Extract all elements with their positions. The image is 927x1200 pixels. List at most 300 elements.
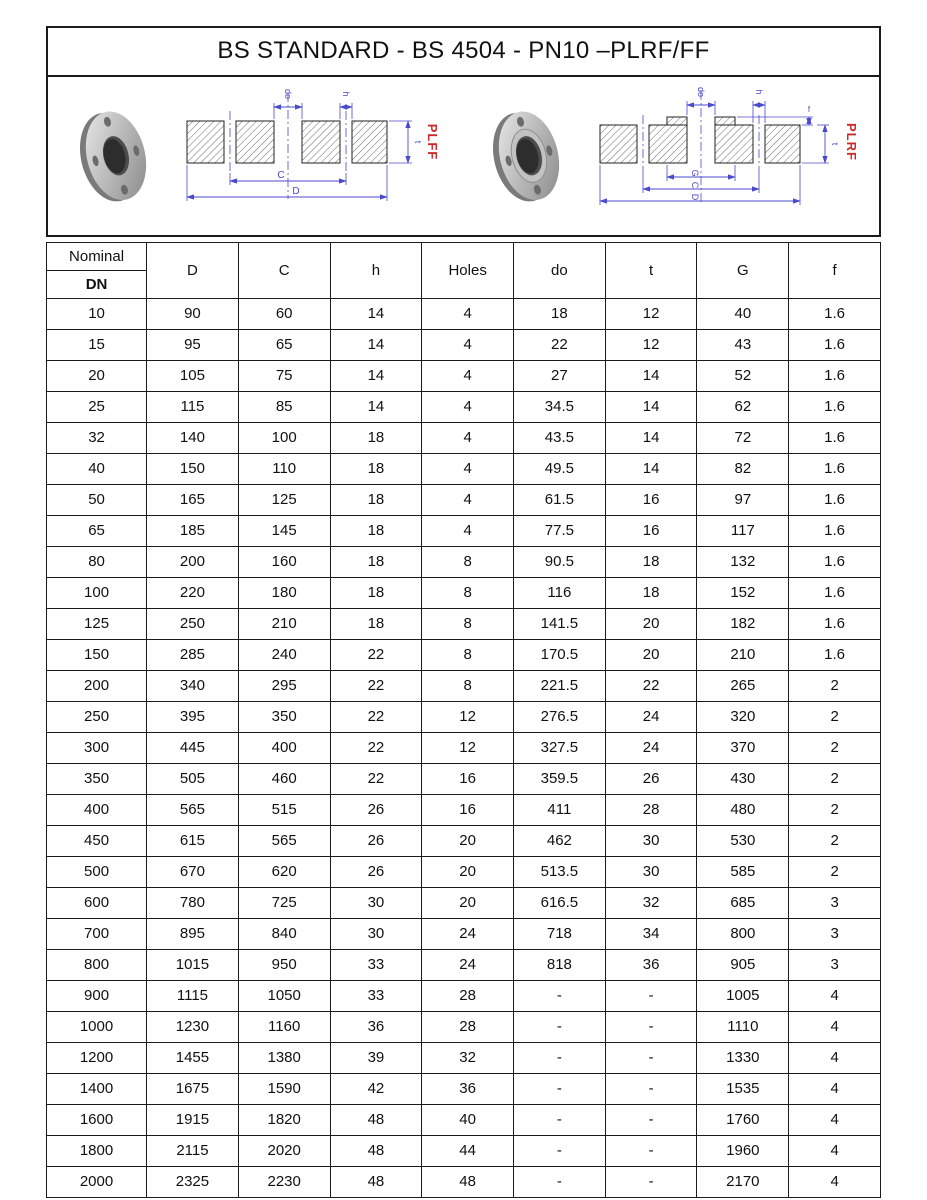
dim-label-d: D bbox=[292, 186, 300, 197]
table-cell: 18 bbox=[330, 516, 422, 547]
table-cell: 800 bbox=[47, 950, 147, 981]
page-title: BS STANDARD - BS 4504 - PN10 –PLRF/FF bbox=[46, 26, 881, 77]
table-cell: 16 bbox=[605, 516, 697, 547]
table-cell: 276.5 bbox=[514, 702, 606, 733]
table-cell: 61.5 bbox=[514, 485, 606, 516]
table-cell: 20 bbox=[422, 888, 514, 919]
table-row bbox=[47, 702, 881, 733]
table-cell: 1820 bbox=[238, 1105, 330, 1136]
table-cell: 24 bbox=[422, 919, 514, 950]
table-cell: 14 bbox=[330, 392, 422, 423]
table-cell: 116 bbox=[514, 578, 606, 609]
table-cell: 77.5 bbox=[514, 516, 606, 547]
table-cell: 800 bbox=[697, 919, 789, 950]
table-cell: 818 bbox=[514, 950, 606, 981]
table-cell: 4 bbox=[422, 423, 514, 454]
table-cell: 445 bbox=[147, 733, 239, 764]
table-cell: 905 bbox=[697, 950, 789, 981]
table-cell: 14 bbox=[605, 423, 697, 454]
table-cell: 14 bbox=[330, 330, 422, 361]
table-cell: 43 bbox=[697, 330, 789, 361]
table-cell: 12 bbox=[422, 733, 514, 764]
diagram-plff bbox=[48, 77, 464, 235]
table-cell: 1800 bbox=[47, 1136, 147, 1167]
table-cell: 22 bbox=[330, 733, 422, 764]
table-cell: 24 bbox=[422, 950, 514, 981]
table-cell: 1115 bbox=[147, 981, 239, 1012]
table-cell: 718 bbox=[514, 919, 606, 950]
table-cell: 65 bbox=[47, 516, 147, 547]
flange-drawing-plrf bbox=[575, 81, 860, 231]
table-cell: 1110 bbox=[697, 1012, 789, 1043]
table-cell: 295 bbox=[238, 671, 330, 702]
header-col-do: do bbox=[514, 243, 606, 299]
table-cell: 14 bbox=[330, 361, 422, 392]
table-cell: 97 bbox=[697, 485, 789, 516]
table-cell: 182 bbox=[697, 609, 789, 640]
table-row bbox=[47, 981, 881, 1012]
table-cell: 200 bbox=[147, 547, 239, 578]
table-cell: 200 bbox=[47, 671, 147, 702]
table-cell: 620 bbox=[238, 857, 330, 888]
table-cell: 1.6 bbox=[789, 299, 881, 330]
table-cell: 2 bbox=[789, 857, 881, 888]
header-nominal: Nominal bbox=[47, 243, 147, 271]
table-row bbox=[47, 950, 881, 981]
table-cell: 22 bbox=[605, 671, 697, 702]
dim-label-h: h bbox=[340, 91, 351, 97]
table-cell: 150 bbox=[47, 640, 147, 671]
table-row bbox=[47, 330, 881, 361]
table-row bbox=[47, 1136, 881, 1167]
table-cell: - bbox=[514, 1043, 606, 1074]
table-cell: 28 bbox=[422, 1012, 514, 1043]
table-cell: 95 bbox=[147, 330, 239, 361]
table-row bbox=[47, 1167, 881, 1198]
dim-label-g: G bbox=[689, 169, 700, 177]
table-cell: 2170 bbox=[697, 1167, 789, 1198]
table-cell: 1015 bbox=[147, 950, 239, 981]
table-cell: 14 bbox=[330, 299, 422, 330]
table-cell: 370 bbox=[697, 733, 789, 764]
table-cell: 20 bbox=[422, 857, 514, 888]
table-cell: 50 bbox=[47, 485, 147, 516]
table-cell: 1590 bbox=[238, 1074, 330, 1105]
table-cell: 1.6 bbox=[789, 578, 881, 609]
table-cell: 8 bbox=[422, 609, 514, 640]
table-cell: 48 bbox=[330, 1105, 422, 1136]
table-cell: 22 bbox=[330, 671, 422, 702]
table-cell: 117 bbox=[697, 516, 789, 547]
table-cell: 33 bbox=[330, 950, 422, 981]
table-cell: 1380 bbox=[238, 1043, 330, 1074]
table-cell: 20 bbox=[605, 640, 697, 671]
table-cell: 90 bbox=[147, 299, 239, 330]
table-cell: 36 bbox=[330, 1012, 422, 1043]
table-cell: - bbox=[514, 1136, 606, 1167]
table-cell: 40 bbox=[422, 1105, 514, 1136]
table-cell: 26 bbox=[605, 764, 697, 795]
table-cell: 450 bbox=[47, 826, 147, 857]
table-cell: 1915 bbox=[147, 1105, 239, 1136]
table-cell: 350 bbox=[47, 764, 147, 795]
table-cell: 36 bbox=[422, 1074, 514, 1105]
table-cell: 4 bbox=[789, 981, 881, 1012]
table-cell: 20 bbox=[605, 609, 697, 640]
table-cell: 27 bbox=[514, 361, 606, 392]
dim-label-t: t bbox=[829, 142, 840, 146]
table-cell: 221.5 bbox=[514, 671, 606, 702]
table-cell: 2 bbox=[789, 764, 881, 795]
table-cell: 220 bbox=[147, 578, 239, 609]
table-cell: - bbox=[605, 981, 697, 1012]
table-cell: - bbox=[605, 1074, 697, 1105]
table-cell: 1160 bbox=[238, 1012, 330, 1043]
table-cell: 125 bbox=[47, 609, 147, 640]
table-cell: 2325 bbox=[147, 1167, 239, 1198]
table-body bbox=[47, 299, 881, 1198]
table-cell: 1760 bbox=[697, 1105, 789, 1136]
table-cell: 4 bbox=[422, 516, 514, 547]
header-col-f: f bbox=[789, 243, 881, 299]
table-cell: 1.6 bbox=[789, 485, 881, 516]
table-cell: 10 bbox=[47, 299, 147, 330]
table-cell: 12 bbox=[422, 702, 514, 733]
table-cell: 62 bbox=[697, 392, 789, 423]
table-cell: 115 bbox=[147, 392, 239, 423]
type-label-plrf: PLRF bbox=[843, 123, 859, 161]
table-cell: 12 bbox=[605, 299, 697, 330]
table-cell: 20 bbox=[47, 361, 147, 392]
table-cell: 2230 bbox=[238, 1167, 330, 1198]
table-cell: 15 bbox=[47, 330, 147, 361]
table-cell: 30 bbox=[330, 888, 422, 919]
table-row bbox=[47, 609, 881, 640]
table-cell: 515 bbox=[238, 795, 330, 826]
table-row bbox=[47, 454, 881, 485]
table-cell: 40 bbox=[47, 454, 147, 485]
table-cell: 32 bbox=[422, 1043, 514, 1074]
table-cell: 1050 bbox=[238, 981, 330, 1012]
table-cell: 8 bbox=[422, 640, 514, 671]
header-col-d: D bbox=[147, 243, 239, 299]
table-cell: 685 bbox=[697, 888, 789, 919]
table-cell: 1.6 bbox=[789, 423, 881, 454]
table-cell: 8 bbox=[422, 547, 514, 578]
table-cell: 24 bbox=[605, 733, 697, 764]
table-cell: 39 bbox=[330, 1043, 422, 1074]
table-cell: 565 bbox=[238, 826, 330, 857]
table-cell: 30 bbox=[605, 826, 697, 857]
table-cell: 1.6 bbox=[789, 640, 881, 671]
table-cell: 500 bbox=[47, 857, 147, 888]
table-cell: 24 bbox=[605, 702, 697, 733]
table-cell: - bbox=[514, 1012, 606, 1043]
table-cell: 1675 bbox=[147, 1074, 239, 1105]
table-cell: 75 bbox=[238, 361, 330, 392]
table-cell: 170.5 bbox=[514, 640, 606, 671]
dim-label-f: f bbox=[807, 105, 810, 114]
table-cell: 895 bbox=[147, 919, 239, 950]
table-cell: 395 bbox=[147, 702, 239, 733]
header-col-c: C bbox=[238, 243, 330, 299]
table-cell: 30 bbox=[605, 857, 697, 888]
table-row bbox=[47, 423, 881, 454]
table-cell: 100 bbox=[47, 578, 147, 609]
flange-photo bbox=[483, 95, 573, 217]
table-cell: 1.6 bbox=[789, 392, 881, 423]
table-cell: 34.5 bbox=[514, 392, 606, 423]
table-cell: 400 bbox=[47, 795, 147, 826]
table-cell: 140 bbox=[147, 423, 239, 454]
table-cell: 18 bbox=[605, 578, 697, 609]
dimension-table bbox=[46, 242, 881, 1198]
table-cell: 430 bbox=[697, 764, 789, 795]
table-row bbox=[47, 392, 881, 423]
table-row bbox=[47, 919, 881, 950]
dim-label-c: C bbox=[689, 181, 700, 189]
header-dn: DN bbox=[47, 271, 147, 299]
table-cell: 4 bbox=[422, 454, 514, 485]
table-cell: 28 bbox=[605, 795, 697, 826]
table-cell: 4 bbox=[422, 361, 514, 392]
header-col-g: G bbox=[697, 243, 789, 299]
table-cell: 780 bbox=[147, 888, 239, 919]
header-col-h: h bbox=[330, 243, 422, 299]
table-cell: 33 bbox=[330, 981, 422, 1012]
table-cell: 460 bbox=[238, 764, 330, 795]
dim-label-h: h bbox=[753, 89, 764, 95]
table-cell: 340 bbox=[147, 671, 239, 702]
table-cell: 4 bbox=[422, 330, 514, 361]
table-cell: 1000 bbox=[47, 1012, 147, 1043]
table-cell: 240 bbox=[238, 640, 330, 671]
table-cell: 141.5 bbox=[514, 609, 606, 640]
table-cell: 2020 bbox=[238, 1136, 330, 1167]
header-col-t: t bbox=[605, 243, 697, 299]
table-cell: 2 bbox=[789, 733, 881, 764]
type-label-plff: PLFF bbox=[424, 123, 440, 161]
table-cell: 100 bbox=[238, 423, 330, 454]
table-cell: 327.5 bbox=[514, 733, 606, 764]
table-cell: 3 bbox=[789, 950, 881, 981]
table-cell: - bbox=[605, 1043, 697, 1074]
table-cell: 359.5 bbox=[514, 764, 606, 795]
table-cell: 49.5 bbox=[514, 454, 606, 485]
table-cell: 18 bbox=[330, 578, 422, 609]
table-cell: 22 bbox=[514, 330, 606, 361]
table-cell: 14 bbox=[605, 392, 697, 423]
table-cell: 160 bbox=[238, 547, 330, 578]
table-cell: 3 bbox=[789, 919, 881, 950]
table-cell: 28 bbox=[422, 981, 514, 1012]
table-cell: 42 bbox=[330, 1074, 422, 1105]
table-cell: 4 bbox=[789, 1136, 881, 1167]
table-cell: 300 bbox=[47, 733, 147, 764]
table-row bbox=[47, 361, 881, 392]
table-cell: 18 bbox=[605, 547, 697, 578]
table-cell: - bbox=[605, 1136, 697, 1167]
table-cell: 18 bbox=[330, 485, 422, 516]
table-cell: 840 bbox=[238, 919, 330, 950]
table-cell: - bbox=[514, 1167, 606, 1198]
table-cell: 48 bbox=[422, 1167, 514, 1198]
table-cell: 505 bbox=[147, 764, 239, 795]
table-cell: 265 bbox=[697, 671, 789, 702]
diagram-plrf bbox=[464, 77, 880, 235]
table-cell: 25 bbox=[47, 392, 147, 423]
table-cell: 950 bbox=[238, 950, 330, 981]
table-cell: 250 bbox=[147, 609, 239, 640]
table-cell: 2 bbox=[789, 795, 881, 826]
table-cell: 32 bbox=[47, 423, 147, 454]
table-cell: - bbox=[514, 1105, 606, 1136]
table-row bbox=[47, 1012, 881, 1043]
table-cell: 44 bbox=[422, 1136, 514, 1167]
table-cell: 8 bbox=[422, 578, 514, 609]
table-cell: 462 bbox=[514, 826, 606, 857]
table-cell: 700 bbox=[47, 919, 147, 950]
table-cell: 22 bbox=[330, 640, 422, 671]
table-cell: 320 bbox=[697, 702, 789, 733]
table-cell: 3 bbox=[789, 888, 881, 919]
table-cell: 1535 bbox=[697, 1074, 789, 1105]
table-cell: 40 bbox=[697, 299, 789, 330]
table-cell: 1230 bbox=[147, 1012, 239, 1043]
table-cell: 1.6 bbox=[789, 330, 881, 361]
table-cell: 18 bbox=[330, 547, 422, 578]
table-cell: 1.6 bbox=[789, 361, 881, 392]
table-cell: 125 bbox=[238, 485, 330, 516]
table-cell: 18 bbox=[330, 423, 422, 454]
table-cell: 285 bbox=[147, 640, 239, 671]
table-cell: 110 bbox=[238, 454, 330, 485]
table-cell: 411 bbox=[514, 795, 606, 826]
table-cell: 14 bbox=[605, 361, 697, 392]
table-cell: 2 bbox=[789, 702, 881, 733]
table-cell: 350 bbox=[238, 702, 330, 733]
table-cell: 1200 bbox=[47, 1043, 147, 1074]
table-cell: 210 bbox=[697, 640, 789, 671]
table-row bbox=[47, 640, 881, 671]
table-cell: 4 bbox=[422, 299, 514, 330]
table-cell: 20 bbox=[422, 826, 514, 857]
table-cell: 48 bbox=[330, 1136, 422, 1167]
table-cell: 1005 bbox=[697, 981, 789, 1012]
table-cell: 48 bbox=[330, 1167, 422, 1198]
table-cell: 1.6 bbox=[789, 454, 881, 485]
table-row bbox=[47, 733, 881, 764]
dim-label-c: C bbox=[277, 170, 285, 181]
table-cell: 400 bbox=[238, 733, 330, 764]
table-cell: 4 bbox=[789, 1012, 881, 1043]
table-cell: 18 bbox=[330, 609, 422, 640]
table-cell: 43.5 bbox=[514, 423, 606, 454]
table-row bbox=[47, 857, 881, 888]
dim-label-do: do bbox=[282, 88, 293, 100]
table-cell: 670 bbox=[147, 857, 239, 888]
table-row bbox=[47, 764, 881, 795]
table-cell: 52 bbox=[697, 361, 789, 392]
table-cell: 4 bbox=[789, 1074, 881, 1105]
table-cell: 615 bbox=[147, 826, 239, 857]
table-cell: 2115 bbox=[147, 1136, 239, 1167]
table-cell: 513.5 bbox=[514, 857, 606, 888]
table-cell: 1.6 bbox=[789, 609, 881, 640]
table-cell: 565 bbox=[147, 795, 239, 826]
table-cell: 85 bbox=[238, 392, 330, 423]
table-cell: 132 bbox=[697, 547, 789, 578]
table-cell: 1400 bbox=[47, 1074, 147, 1105]
table-cell: 36 bbox=[605, 950, 697, 981]
table-cell: 22 bbox=[330, 702, 422, 733]
table-cell: - bbox=[514, 981, 606, 1012]
table-cell: 14 bbox=[605, 454, 697, 485]
table-row bbox=[47, 671, 881, 702]
dim-label-t: t bbox=[412, 140, 423, 144]
table-cell: 16 bbox=[422, 795, 514, 826]
table-row bbox=[47, 516, 881, 547]
table-cell: 4 bbox=[422, 392, 514, 423]
table-cell: 105 bbox=[147, 361, 239, 392]
flange-photo bbox=[70, 95, 160, 217]
table-cell: 16 bbox=[422, 764, 514, 795]
table-cell: 1330 bbox=[697, 1043, 789, 1074]
flange-drawing-plff bbox=[162, 81, 442, 231]
table-cell: 18 bbox=[330, 454, 422, 485]
table-cell: 4 bbox=[422, 485, 514, 516]
table-cell: 80 bbox=[47, 547, 147, 578]
table-cell: - bbox=[514, 1074, 606, 1105]
dim-label-d2: D bbox=[689, 193, 700, 201]
table-row bbox=[47, 1074, 881, 1105]
table-cell: 2 bbox=[789, 826, 881, 857]
table-cell: 180 bbox=[238, 578, 330, 609]
table-cell: 600 bbox=[47, 888, 147, 919]
table-cell: 60 bbox=[238, 299, 330, 330]
table-cell: 2 bbox=[789, 671, 881, 702]
table-header bbox=[47, 243, 881, 299]
table-row bbox=[47, 578, 881, 609]
table-cell: 18 bbox=[514, 299, 606, 330]
table-cell: 585 bbox=[697, 857, 789, 888]
table-cell: 12 bbox=[605, 330, 697, 361]
dim-label-do: do bbox=[695, 86, 706, 98]
table-cell: 26 bbox=[330, 826, 422, 857]
table-cell: 72 bbox=[697, 423, 789, 454]
table-cell: 4 bbox=[789, 1167, 881, 1198]
table-cell: 30 bbox=[330, 919, 422, 950]
table-cell: - bbox=[605, 1167, 697, 1198]
table-cell: 480 bbox=[697, 795, 789, 826]
table-cell: 1600 bbox=[47, 1105, 147, 1136]
table-row bbox=[47, 826, 881, 857]
table-cell: 1960 bbox=[697, 1136, 789, 1167]
table-cell: 8 bbox=[422, 671, 514, 702]
table-cell: 250 bbox=[47, 702, 147, 733]
diagram-section bbox=[46, 77, 881, 237]
table-row bbox=[47, 1105, 881, 1136]
table-cell: 210 bbox=[238, 609, 330, 640]
table-cell: 32 bbox=[605, 888, 697, 919]
table-cell: 616.5 bbox=[514, 888, 606, 919]
header-col-holes: Holes bbox=[422, 243, 514, 299]
table-cell: 4 bbox=[789, 1105, 881, 1136]
table-cell: 34 bbox=[605, 919, 697, 950]
table-cell: 82 bbox=[697, 454, 789, 485]
table-cell: 1455 bbox=[147, 1043, 239, 1074]
table-row bbox=[47, 888, 881, 919]
